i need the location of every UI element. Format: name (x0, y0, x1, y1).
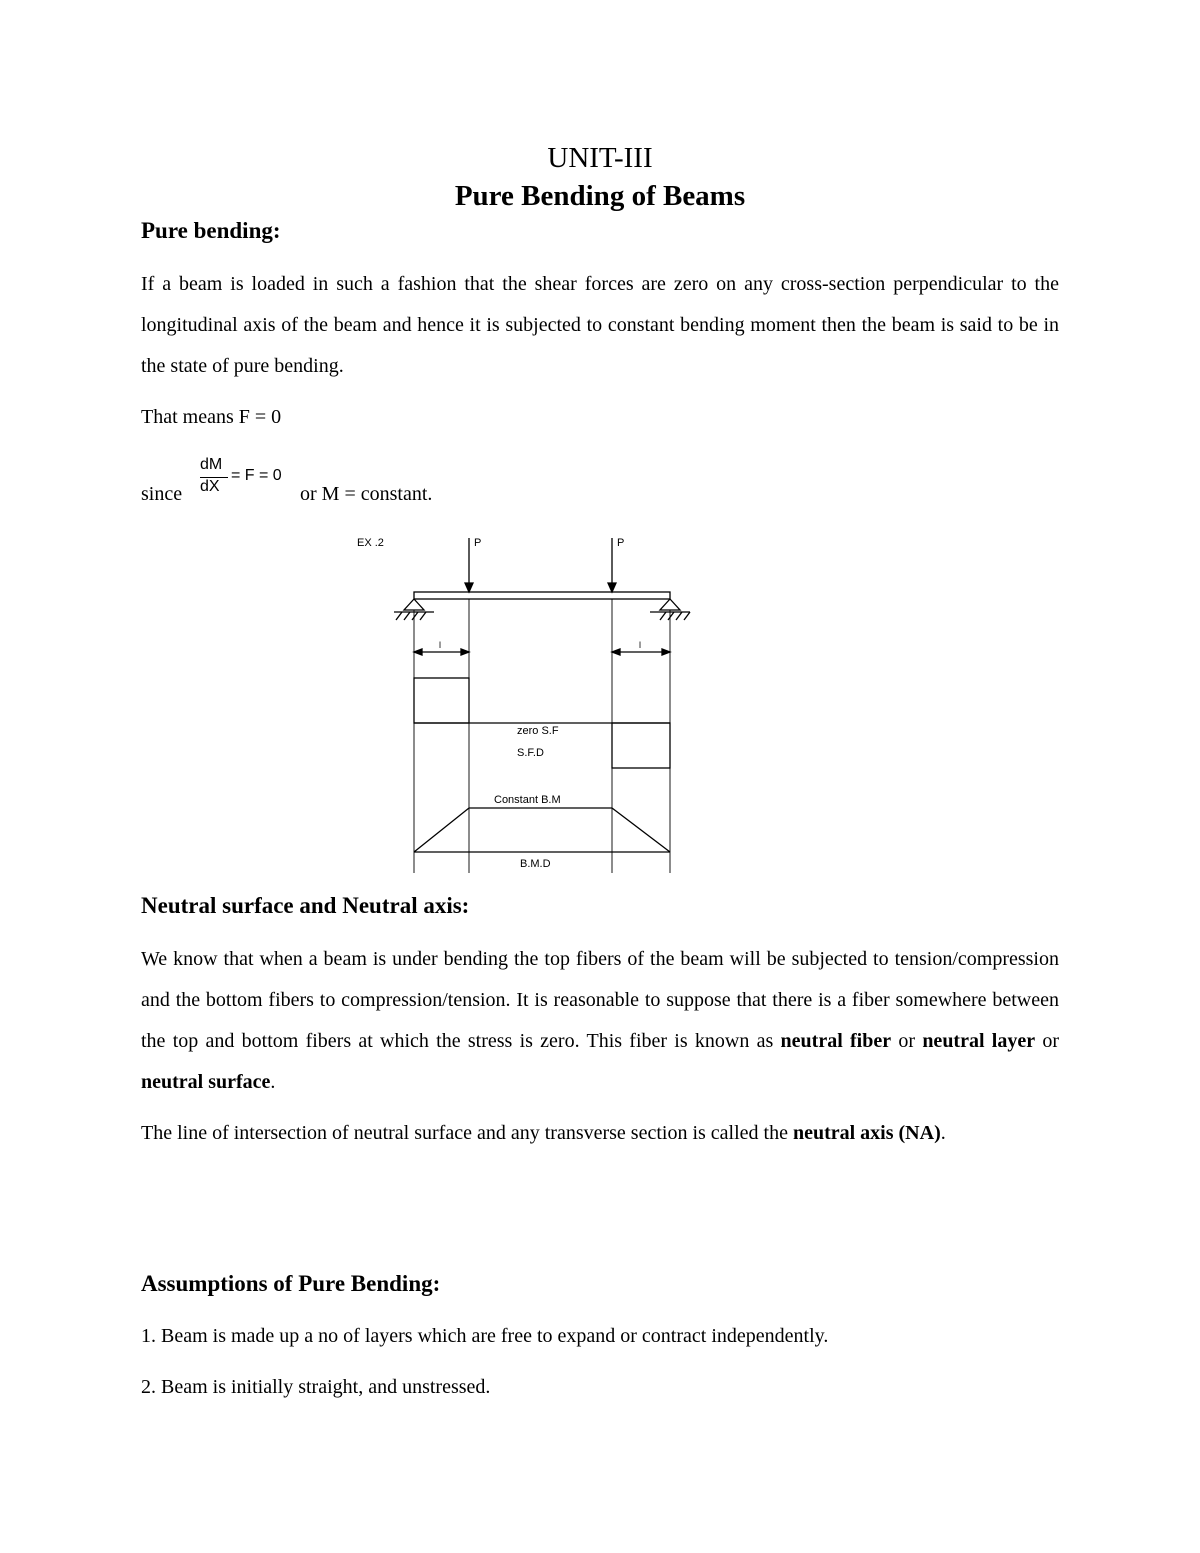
neutral-paragraph-1: We know that when a beam is under bending the top fibers of the beam will be subjected to tension/compression and the bottom fibers to compression/tension. It is reasonable to suppose that there is a fiber somewhere between the top and bottom fibers at which the stress is zero. This fiber is known as neutral fiber or neutral layer or neutral surface. (141, 948, 1060, 1093)
bending-moment-diagram (414, 808, 670, 852)
or-constant-text: or M = constant. (300, 483, 433, 505)
derivative-fraction (200, 456, 300, 504)
bmd-label: B.M.D (520, 858, 551, 870)
beam (414, 592, 670, 599)
neutral-heading: Neutral surface and Neutral axis: (141, 893, 470, 918)
term-neutral-axis: neutral axis (NA) (792, 1122, 941, 1144)
beam-diagram (340, 528, 710, 878)
zero-sf-label: zero S.F (517, 725, 559, 737)
span-label-left: l (439, 640, 441, 650)
term-neutral-surface: neutral surface (141, 1071, 271, 1093)
dimension-left (414, 649, 469, 655)
pure-bending-paragraph: If a beam is loaded in such a fashion that the shear forces are zero on any cross-section perpendicular to the longitudinal axis of the beam and hence it is subjected to constant bending moment then the beam is said to be in the state of pure bending. (141, 273, 1059, 377)
fraction-denominator: dX (200, 478, 220, 495)
since-label: since (141, 483, 183, 505)
dimension-right (612, 649, 670, 655)
load-arrow-right-head (608, 583, 616, 592)
pure-bending-heading: Pure bending: (141, 218, 281, 243)
neutral-paragraph-2: The line of intersection of neutral surface and any transverse section is called the neutral axis (NA). (141, 1122, 946, 1144)
sfd-label: S.F.D (517, 747, 544, 759)
assumption-item: 1. Beam is made up a no of layers which are free to expand or contract independently. (141, 1325, 829, 1347)
assumption-item: 2. Beam is initially straight, and unstressed. (141, 1376, 491, 1398)
fraction-rhs: = F = 0 (231, 467, 282, 484)
example-label: EX .2 (357, 537, 384, 549)
assumptions-heading: Assumptions of Pure Bending: (141, 1271, 441, 1296)
load-label-left: P (474, 537, 482, 549)
term-neutral-fiber: neutral fiber (780, 1030, 892, 1052)
term-neutral-layer: neutral layer (922, 1030, 1036, 1052)
page-title: Pure Bending of Beams (454, 180, 746, 212)
load-label-right: P (617, 537, 625, 549)
that-means-line: That means F = 0 (141, 406, 282, 428)
fraction-numerator: dM (200, 456, 223, 473)
constant-bm-label: Constant B.M (494, 794, 561, 806)
load-arrow-left-head (465, 583, 473, 592)
unit-title: UNIT-III (547, 142, 653, 174)
span-label-right: l (639, 640, 641, 650)
